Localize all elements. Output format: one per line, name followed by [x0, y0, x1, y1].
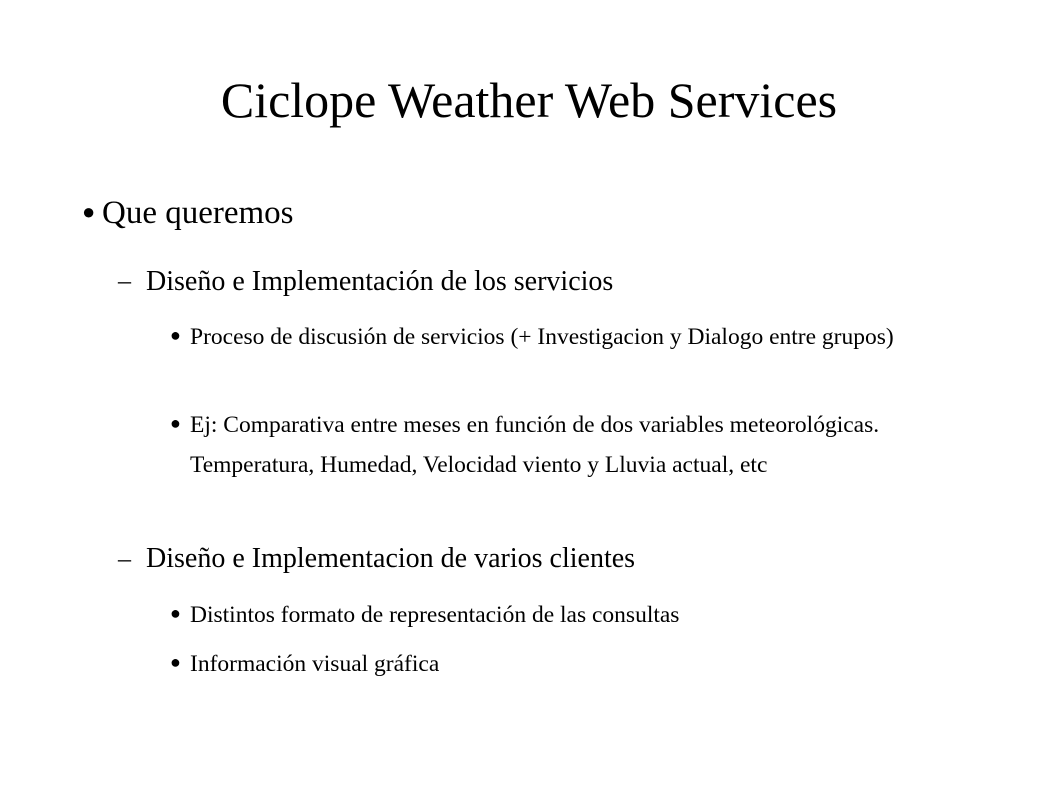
bullet-icon: ●	[82, 199, 96, 224]
dash-icon: –	[118, 544, 131, 573]
bullet-icon: ●	[170, 603, 181, 623]
dash-icon: –	[118, 266, 131, 295]
bullet-icon: ●	[170, 325, 181, 345]
level2-item: Diseño e Implementación de los servicios	[146, 266, 614, 297]
level3-item: Información visual gráfica	[190, 651, 440, 677]
level3-item: Ej: Comparativa entre meses en función de dos variables meteorológicas. Temperatura, Humedad, Velocidad viento y Lluvia actual, etc	[190, 412, 880, 478]
level3-item: Distintos formato de representación de las consultas	[190, 602, 680, 628]
bullet-icon: ●	[170, 413, 181, 433]
level1-item: Que queremos	[102, 195, 294, 231]
slide-title: Ciclope Weather Web Services	[220, 72, 838, 128]
bullet-icon: ●	[170, 652, 181, 672]
level2-item: Diseño e Implementacion de varios clientes	[146, 543, 636, 574]
level3-item: Proceso de discusión de servicios (+ Investigacion y Dialogo entre grupos)	[190, 324, 894, 350]
